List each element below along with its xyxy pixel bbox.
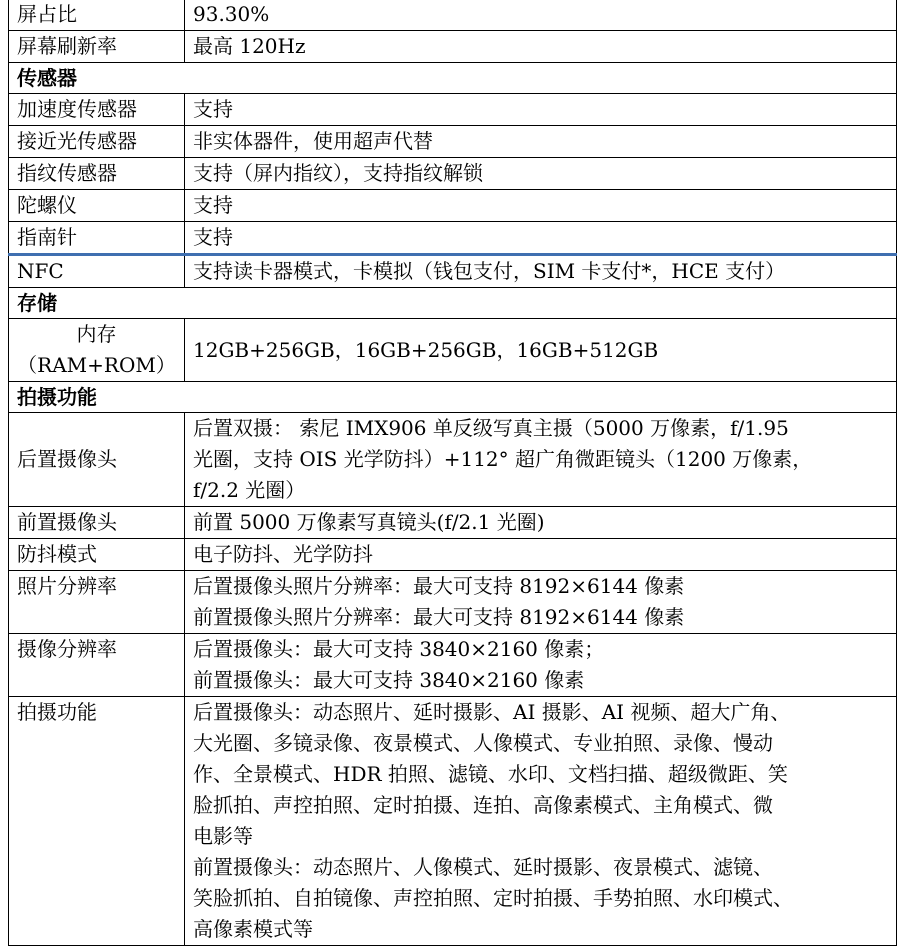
value-line: 前置摄像头：最大可支持 3840×2160 像素: [193, 668, 585, 692]
value-line: 高像素模式等: [193, 917, 313, 941]
spec-row-photo-resolution: [9, 571, 897, 634]
value-line: 后置摄像头照片分辨率：最大可支持 8192×6144 像素: [193, 574, 685, 598]
spec-label: 指纹传感器: [9, 158, 185, 190]
spec-label: 照片分辨率: [9, 571, 185, 634]
spec-row-proximity: [9, 126, 897, 158]
value-line: 脸抓拍、声控拍照、定时拍摄、连拍、高像素模式、主角模式、微: [193, 793, 773, 817]
memory-label-line: （RAM+ROM）: [17, 353, 176, 377]
spec-label: 屏占比: [9, 0, 185, 31]
spec-row-accelerometer: [9, 94, 897, 126]
spec-label: NFC: [9, 255, 185, 288]
value-line: 笑脸抓拍、自拍镜像、声控拍照、定时拍摄、手势拍照、水印模式、: [193, 886, 793, 910]
spec-value: 最高 120Hz: [185, 31, 897, 63]
spec-value: 电子防抖、光学防抖: [185, 539, 897, 571]
value-line: 电影等: [193, 824, 253, 848]
spec-label: 前置摄像头: [9, 507, 185, 539]
spec-label: 防抖模式: [9, 539, 185, 571]
memory-label-line: 内存: [76, 322, 117, 346]
spec-value: [185, 413, 897, 507]
spec-value: 支持: [185, 94, 897, 126]
section-header-storage: [9, 288, 897, 319]
spec-label: 屏幕刷新率: [9, 31, 185, 63]
section-title: 拍摄功能: [9, 382, 897, 413]
spec-row-rear-camera: [9, 413, 897, 507]
spec-value: 支持: [185, 222, 897, 255]
spec-value: [185, 634, 897, 697]
value-line: 大光圈、多镜录像、夜景模式、人像模式、专业拍照、录像、慢动: [193, 731, 773, 755]
spec-value: 支持: [185, 190, 897, 222]
spec-row-camera-features: [9, 697, 897, 946]
spec-value: 12GB+256GB，16GB+256GB，16GB+512GB: [185, 319, 897, 382]
spec-row-screen-ratio: [9, 0, 897, 31]
value-line: 作、全景模式、HDR 拍照、滤镜、水印、文档扫描、超级微距、笑: [193, 762, 788, 786]
value-line: 前置摄像头照片分辨率：最大可支持 8192×6144 像素: [193, 605, 685, 629]
spec-row-front-camera: [9, 507, 897, 539]
spec-label: 后置摄像头: [9, 413, 185, 507]
spec-value: 前置 5000 万像素写真镜头(f/2.1 光圈): [185, 507, 897, 539]
section-header-sensors: [9, 63, 897, 94]
section-title: 存储: [9, 288, 897, 319]
spec-label: [9, 319, 185, 382]
spec-label: 指南针: [9, 222, 185, 255]
spec-table: [8, 0, 897, 946]
spec-row-gyroscope: [9, 190, 897, 222]
spec-label: 加速度传感器: [9, 94, 185, 126]
value-line: 光圈，支持 OIS 光学防抖）+112° 超广角微距镜头（1200 万像素，: [193, 447, 813, 471]
spec-value: [185, 697, 897, 946]
spec-row-stabilization: [9, 539, 897, 571]
value-line: 后置摄像头：动态照片、延时摄影、AI 摄影、AI 视频、超大广角、: [193, 700, 791, 724]
spec-label: 陀螺仪: [9, 190, 185, 222]
value-line: f/2.2 光圈）: [193, 478, 306, 502]
spec-value: 支持（屏内指纹），支持指纹解锁: [185, 158, 897, 190]
spec-label: 接近光传感器: [9, 126, 185, 158]
spec-row-memory: [9, 319, 897, 382]
spec-value: 支持读卡器模式，卡模拟（钱包支付，SIM 卡支付*，HCE 支付）: [185, 255, 897, 288]
spec-row-video-resolution: [9, 634, 897, 697]
spec-row-nfc: [9, 255, 897, 288]
spec-value: 非实体器件，使用超声代替: [185, 126, 897, 158]
value-line: 后置双摄： 索尼 IMX906 单反级写真主摄（5000 万像素，f/1.95: [193, 416, 789, 440]
value-line: 后置摄像头：最大可支持 3840×2160 像素；: [193, 637, 605, 661]
section-title: 传感器: [9, 63, 897, 94]
spec-row-refresh-rate: [9, 31, 897, 63]
spec-value: 93.30%: [185, 0, 897, 31]
spec-row-compass: [9, 222, 897, 255]
spec-label: 摄像分辨率: [9, 634, 185, 697]
spec-row-fingerprint: [9, 158, 897, 190]
value-line: 前置摄像头：动态照片、人像模式、延时摄影、夜景模式、滤镜、: [193, 855, 773, 879]
spec-value: [185, 571, 897, 634]
spec-label: 拍摄功能: [9, 697, 185, 946]
section-header-camera: [9, 382, 897, 413]
